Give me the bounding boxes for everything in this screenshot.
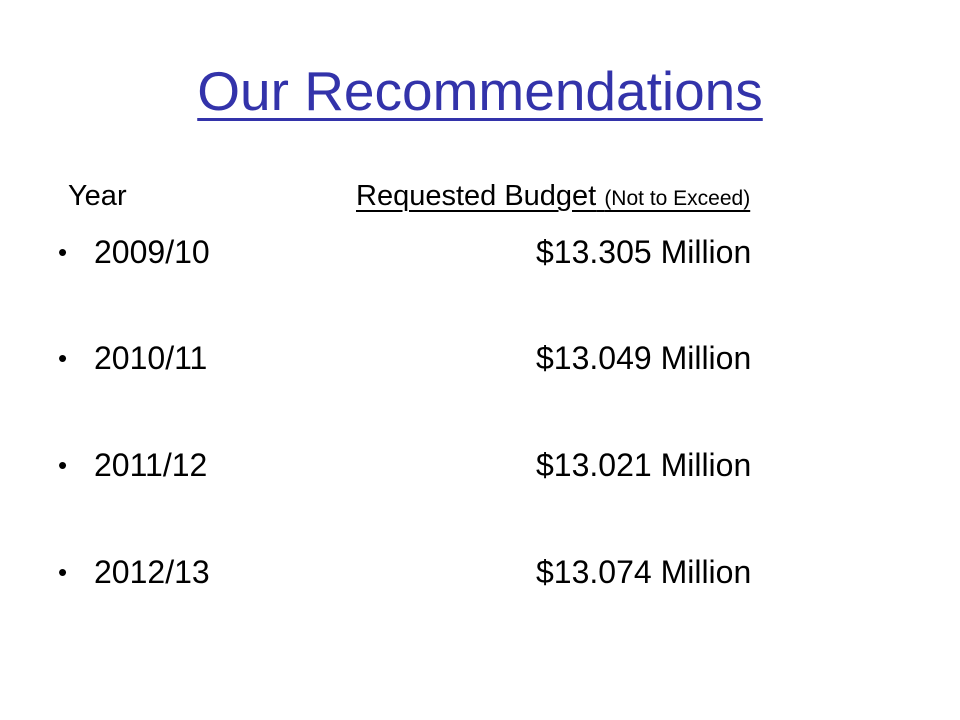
budget-amount: $13.049 Million — [536, 340, 752, 376]
bullet-icon: • — [58, 450, 68, 480]
budget-amount: $13.305 Million — [536, 234, 752, 270]
year-value: 2011/12 — [94, 447, 208, 483]
bullet-icon: • — [58, 343, 68, 373]
budget-amount: $13.021 Million — [536, 447, 752, 483]
list-item — [58, 336, 918, 380]
year-column-header: Year — [68, 180, 127, 212]
slide-title: Our Recommendations — [197, 60, 763, 122]
year-value: 2012/13 — [94, 554, 210, 590]
year-value: 2009/10 — [94, 234, 210, 270]
table-header — [68, 176, 750, 216]
budget-column-note: (Not to Exceed) — [604, 187, 751, 210]
list-item — [58, 230, 918, 274]
list-item — [58, 550, 918, 594]
list-item — [58, 443, 918, 487]
bullet-icon: • — [58, 237, 68, 267]
budget-amount: $13.074 Million — [536, 554, 752, 590]
bullet-icon: • — [58, 557, 68, 587]
year-value: 2010/11 — [94, 340, 208, 376]
budget-column-header: Requested Budget — [356, 180, 597, 212]
